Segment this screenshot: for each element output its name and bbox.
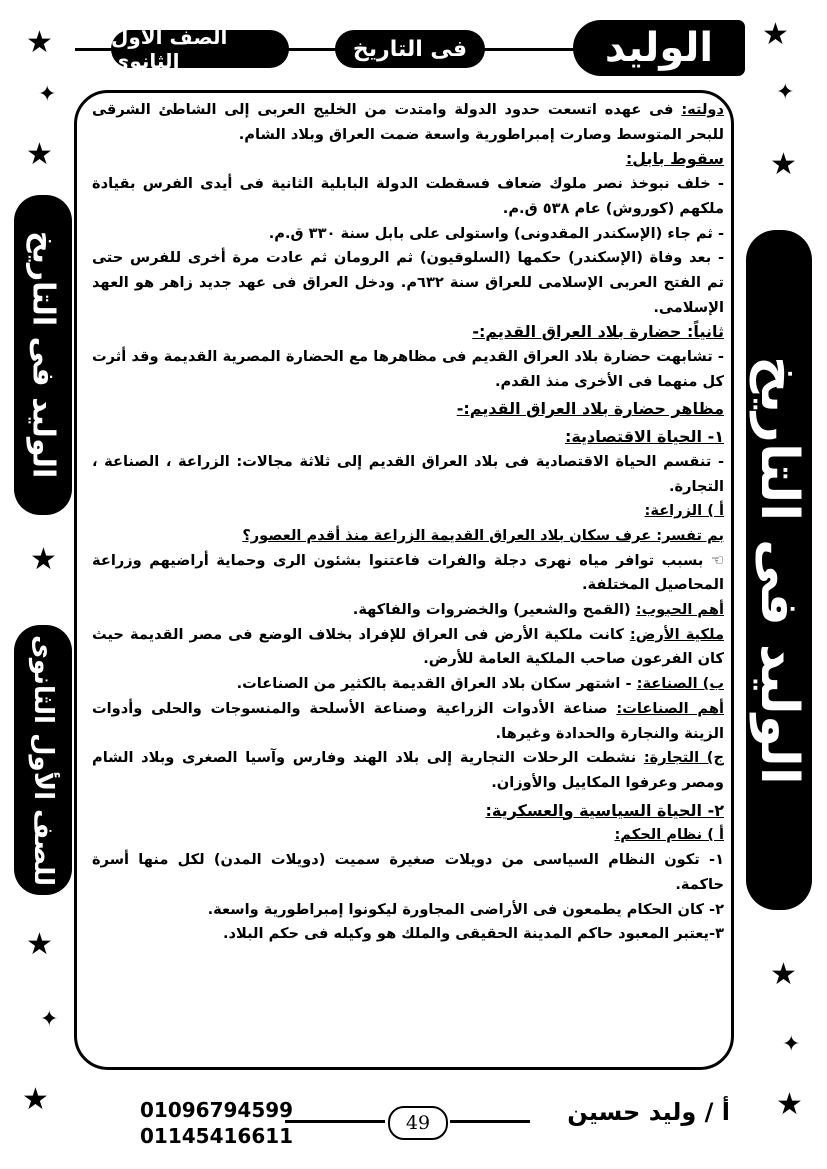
term-label: أهم الصناعات: — [616, 699, 724, 717]
star-icon: ★ — [26, 927, 53, 962]
paragraph — [92, 697, 724, 746]
paragraph: - بعد وفاة (الإسكندر) حكمها (السلوقيون) ثم الرومان ثم عادت مرة أخرى للفرس حتى تم الفتح العربى الإسلامى للعراق سنة ٦٣٢م. ودخل العراق فى عهد جديد زاهر هو العهد الإسلامى. — [92, 249, 725, 316]
paragraph-text: - اشتهر سكان بلاد العراق القديمة بالكثير من الصناعات. — [236, 675, 637, 693]
footer-rule — [285, 1120, 385, 1123]
left-banner-grade: للصف الأول الثانوى — [28, 634, 58, 886]
right-side-banner — [746, 230, 812, 910]
star-icon: ★ — [22, 1082, 49, 1117]
phone-numbers — [140, 1097, 293, 1149]
section-heading: مظاهر حضارة بلاد العراق القديم:- — [456, 399, 724, 419]
paragraph — [92, 746, 724, 795]
page-number: 49 — [388, 1106, 448, 1140]
right-banner-text: الوليد فى التاريخ — [749, 355, 809, 785]
star-icon: ★ — [770, 147, 797, 182]
author-name: أ / وليد حسين — [567, 1098, 730, 1126]
paragraph-text: نشطت الرحلات التجارية إلى بلاد الهند وفارس وآسيا الصغرى وبلاد الشام ومصر وعرفوا المكاييل والأوزان. — [92, 749, 724, 791]
brand-title: الوليد — [573, 20, 745, 76]
star-icon: ✦ — [38, 82, 57, 107]
grade-label: الصف الأول الثانوى — [111, 30, 289, 68]
section-heading: ١- الحياة الاقتصادية: — [564, 427, 724, 447]
phone-number: 01145416611 — [140, 1124, 294, 1148]
star-icon: ★ — [776, 1087, 803, 1122]
section-heading: ثانياً: حضارة بلاد العراق القديم:- — [472, 322, 724, 342]
paragraph — [92, 598, 724, 623]
phone-number: 01096794599 — [140, 1098, 294, 1122]
paragraph: ٢- كان الحكام يطمعون فى الأراضى المجاورة ليكونوا إمبراطورية واسعة. — [207, 900, 724, 918]
paragraph: - ثم جاء (الإسكندر المقدونى) واستولى على بابل سنة ٣٣٠ ق.م. — [268, 224, 724, 242]
term-label: دولته: — [681, 101, 724, 118]
paragraph — [92, 98, 724, 147]
paragraph-text: (القمح والشعير) والخضروات والفاكهة. — [352, 601, 636, 619]
page-content — [92, 98, 724, 947]
paragraph-text: صناعة الأدوات الزراعية وصناعة الأسلحة والمنسوجات والحلى وأدوات الزينة والنجارة والحدادة وغيرها. — [92, 699, 724, 742]
term-label: ج) التجارة: — [643, 749, 724, 767]
left-side-banner-top — [14, 195, 72, 515]
paragraph-text: كانت ملكية الأرض فى العراق للإفراد بخلاف الوضع فى مصر القديمة حيث كان الفرعون صاحب الملكية العامة للأرض. — [92, 625, 724, 668]
term-label: أهم الحبوب: — [635, 601, 724, 619]
star-icon: ★ — [770, 957, 797, 992]
paragraph: ٣-يعتبر المعبود حاكم المدينة الحقيقى والملك هو وكيله فى حكم البلاد. — [222, 925, 724, 943]
paragraph: - خلف نبوخذ نصر ملوك ضعاف فسقطت الدولة البابلية الثانية فى أيدى الفرس بقيادة ملكهم (كوروش) عام ٥٣٨ ق.م. — [92, 175, 724, 217]
term-label: ب) الصناعة: — [636, 675, 724, 693]
star-icon: ✦ — [782, 1032, 801, 1057]
question: بم تفسر: عرف سكان بلاد العراق القديمة الزراعة منذ أقدم العصور؟ — [242, 526, 724, 544]
star-icon: ★ — [26, 137, 53, 172]
section-heading: سقوط بابل: — [625, 149, 724, 169]
paragraph: - تنقسم الحياة الاقتصادية فى بلاد العراق القديم إلى ثلاثة مجالات: الزراعة ، الصناعة ، التجارة. — [92, 452, 724, 495]
subsection-heading: أ ) نظام الحكم: — [614, 826, 724, 844]
star-icon: ★ — [762, 17, 789, 52]
star-icon: ✦ — [40, 1007, 59, 1032]
subsection-heading: أ ) الزراعة: — [644, 502, 724, 520]
left-banner-text: الوليد فى التاريخ — [25, 231, 61, 479]
paragraph — [92, 672, 724, 697]
left-side-banner-bottom — [14, 625, 72, 895]
star-icon: ✦ — [776, 80, 795, 105]
term-label: ملكية الأرض: — [629, 625, 724, 643]
star-icon: ★ — [30, 542, 57, 577]
paragraph-text: فى عهده اتسعت حدود الدولة وامتدت من الخليج العربى إلى الشاطئ الشرقى للبحر المتوسط وصارت إمبراطورية واسعة ضمت العراق وبلاد الشام. — [92, 101, 724, 143]
star-icon: ★ — [26, 25, 53, 60]
footer-rule — [450, 1120, 530, 1123]
paragraph: - تشابهت حضارة بلاد العراق القديم فى مظاهرها مع الحضارة المصرية القديمة وقد أثرت كل منهما فى الأخرى منذ القدم. — [92, 348, 724, 390]
paragraph — [92, 623, 724, 672]
subject-label: فى التاريخ — [335, 30, 485, 68]
paragraph: ١- تكون النظام السياسى من دويلات صغيرة سميت (دويلات المدن) لكل منها أسرة حاكمة. — [92, 851, 724, 893]
page-header — [75, 18, 745, 74]
paragraph: ☜ بسبب توافر مياه نهرى دجلة والفرات فاعتنوا بشئون الرى وحماية أراضيهم وزراعة المحاصيل المختلفة. — [92, 551, 724, 594]
section-heading: ٢- الحياة السياسية والعسكرية: — [485, 800, 724, 820]
